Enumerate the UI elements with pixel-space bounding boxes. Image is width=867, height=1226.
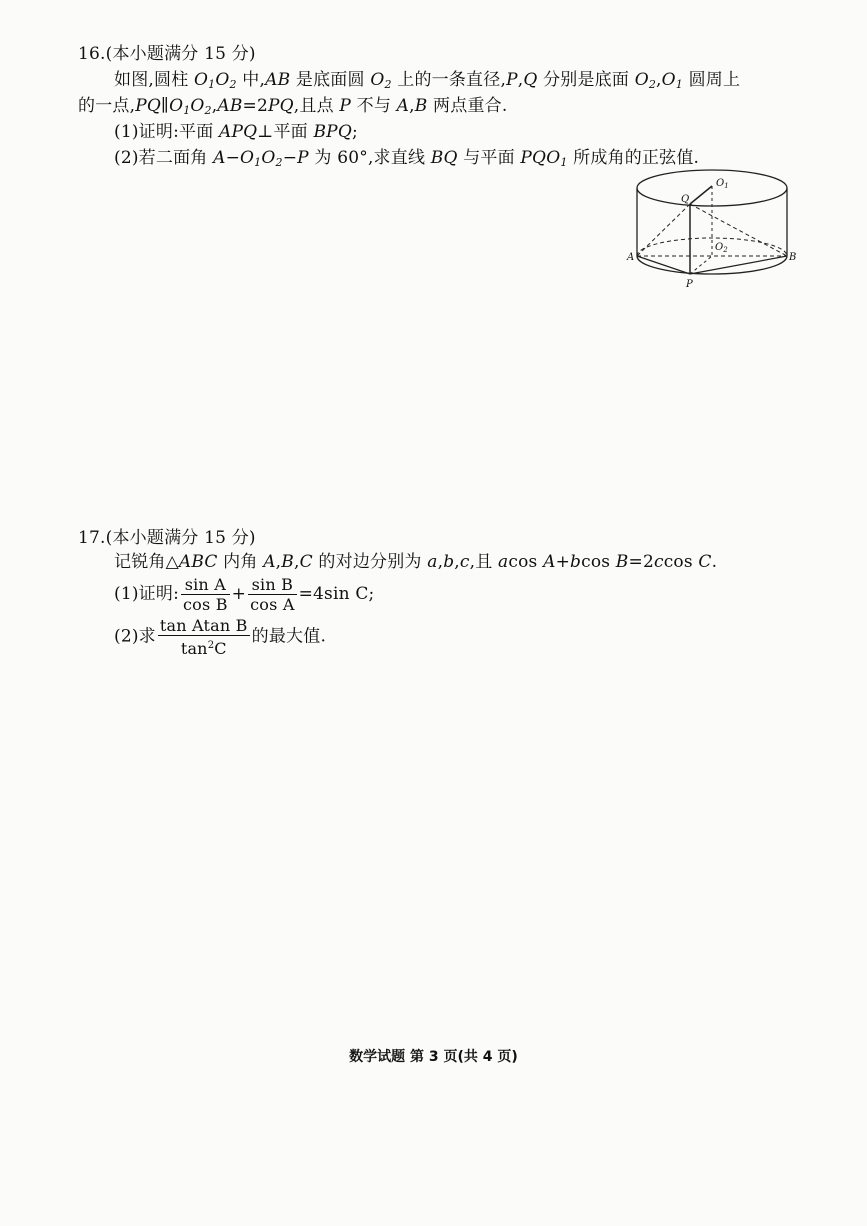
segment-qa <box>637 204 690 256</box>
numerator: sin B <box>248 575 296 595</box>
text: ,且 <box>469 552 499 572</box>
q16-part2: (2)若二面角 $A-O_1O_2-P$ 为 60°,求直线 BQ 与平面 $PQO_1$ 所成角的正弦值. <box>114 148 700 169</box>
text: 不与 <box>351 96 397 116</box>
label-p: P <box>686 279 693 290</box>
segment-pb <box>690 256 787 274</box>
text: 所成角的正弦值. <box>567 148 700 168</box>
text: 与平面 <box>457 148 521 168</box>
text: , <box>211 96 218 116</box>
math-angles: A <box>263 552 276 572</box>
numerator: sin A <box>181 575 230 595</box>
fraction-tan <box>158 616 250 658</box>
math-parallel: PQ <box>135 96 161 116</box>
denominator: $\tan^2C$ <box>180 639 227 658</box>
text: =2 <box>628 552 654 572</box>
label-q: Q <box>681 194 690 205</box>
q16-header: 16.(本小题满分 15 分) <box>78 44 256 64</box>
text: 内角 <box>217 552 264 572</box>
fraction-sinB-cosA <box>248 575 296 614</box>
segment-pa <box>637 256 690 274</box>
math-condition: a <box>498 552 509 572</box>
text: 上的一条直径, <box>391 70 507 90</box>
math-o2o1: $O_2$ <box>634 70 657 91</box>
denominator: cos B <box>183 595 228 614</box>
text: =4sin C; <box>298 584 375 604</box>
text: 的最大值. <box>251 626 327 647</box>
q16-statement-line2: 的一点$,PQ\parallel O_1O_2,AB=2PQ$,且点 P 不与 A,B 两点重合. <box>78 96 508 117</box>
text: 的一点, <box>78 96 136 116</box>
text: (1)证明:平面 <box>114 122 220 142</box>
math-ab: AB <box>265 70 291 90</box>
text: 分别是底面 <box>537 70 635 90</box>
text: (2)若二面角 <box>114 148 214 168</box>
text: 中, <box>236 70 266 90</box>
math-C: C <box>698 552 712 572</box>
text: 的对边分别为 <box>312 552 428 572</box>
math-pqo1: $PQO_1$ <box>520 148 568 169</box>
q17-header: 17.(本小题满分 15 分) <box>78 528 256 548</box>
text: ⊥平面 <box>257 122 314 142</box>
text: 是底面圆 <box>290 70 371 90</box>
bottom-front-arc <box>637 256 787 274</box>
label-o1: $O_1$ <box>716 178 729 190</box>
fraction-sinA-cosB <box>181 575 230 614</box>
denominator: cos A <box>250 595 295 614</box>
page-footer: 数学试题 第 3 页(共 4 页) <box>349 1049 518 1065</box>
text: 圆周上 <box>682 70 741 90</box>
text: cos <box>663 552 699 572</box>
segment-qo1 <box>690 186 712 204</box>
math-abc: ABC <box>178 552 218 572</box>
math-dihedral: A <box>213 148 226 168</box>
math-p: P <box>339 96 352 116</box>
math-bq: BQ <box>430 148 458 168</box>
segment-qb <box>690 204 787 256</box>
q16-part1 <box>114 120 358 144</box>
label-a: A <box>627 252 635 263</box>
cylinder-figure <box>624 158 804 297</box>
segment-po2 <box>690 256 712 274</box>
text: 如图,圆柱 <box>114 70 195 90</box>
cylinder-diagram <box>624 158 804 293</box>
text: ; <box>351 122 358 142</box>
math-bpq: BPQ <box>313 122 352 142</box>
plus-sign: + <box>231 584 247 604</box>
math-o2: $O_2$ <box>370 70 392 91</box>
text: 记锐角△ <box>114 552 179 572</box>
text: 两点重合. <box>427 96 508 116</box>
q17-part1 <box>114 574 375 614</box>
label-o2: $O_2$ <box>715 242 728 254</box>
q17-statement: 记锐角△ABC 内角 A,B,C 的对边分别为 a,b,c,且 acos A+bcos B=2ccos C. <box>114 552 718 572</box>
math-a-b: A <box>396 96 410 116</box>
math-o1o2: $O_1O_2$ <box>194 70 237 91</box>
text: (2)求 <box>114 626 156 647</box>
q16-statement-line1: 如图,圆柱 $O_1O_2$ 中,AB 是底面圆 $O_2$ 上的一条直径,P,Q 分别是底面 $O_2,O_1$ 圆周上 <box>114 70 741 91</box>
math-pq: P <box>506 70 518 90</box>
text: 为 60°,求直线 <box>308 148 431 168</box>
math-apq: APQ <box>219 122 258 142</box>
math-sides: a <box>427 552 438 572</box>
numerator: tan Atan B <box>159 616 248 635</box>
math-c: c <box>653 552 664 572</box>
q17-part2 <box>114 616 326 658</box>
math-ab-eq: AB <box>217 96 243 116</box>
text: ,且点 <box>293 96 340 116</box>
label-b: B <box>789 252 797 263</box>
text: (1)证明: <box>114 584 180 604</box>
